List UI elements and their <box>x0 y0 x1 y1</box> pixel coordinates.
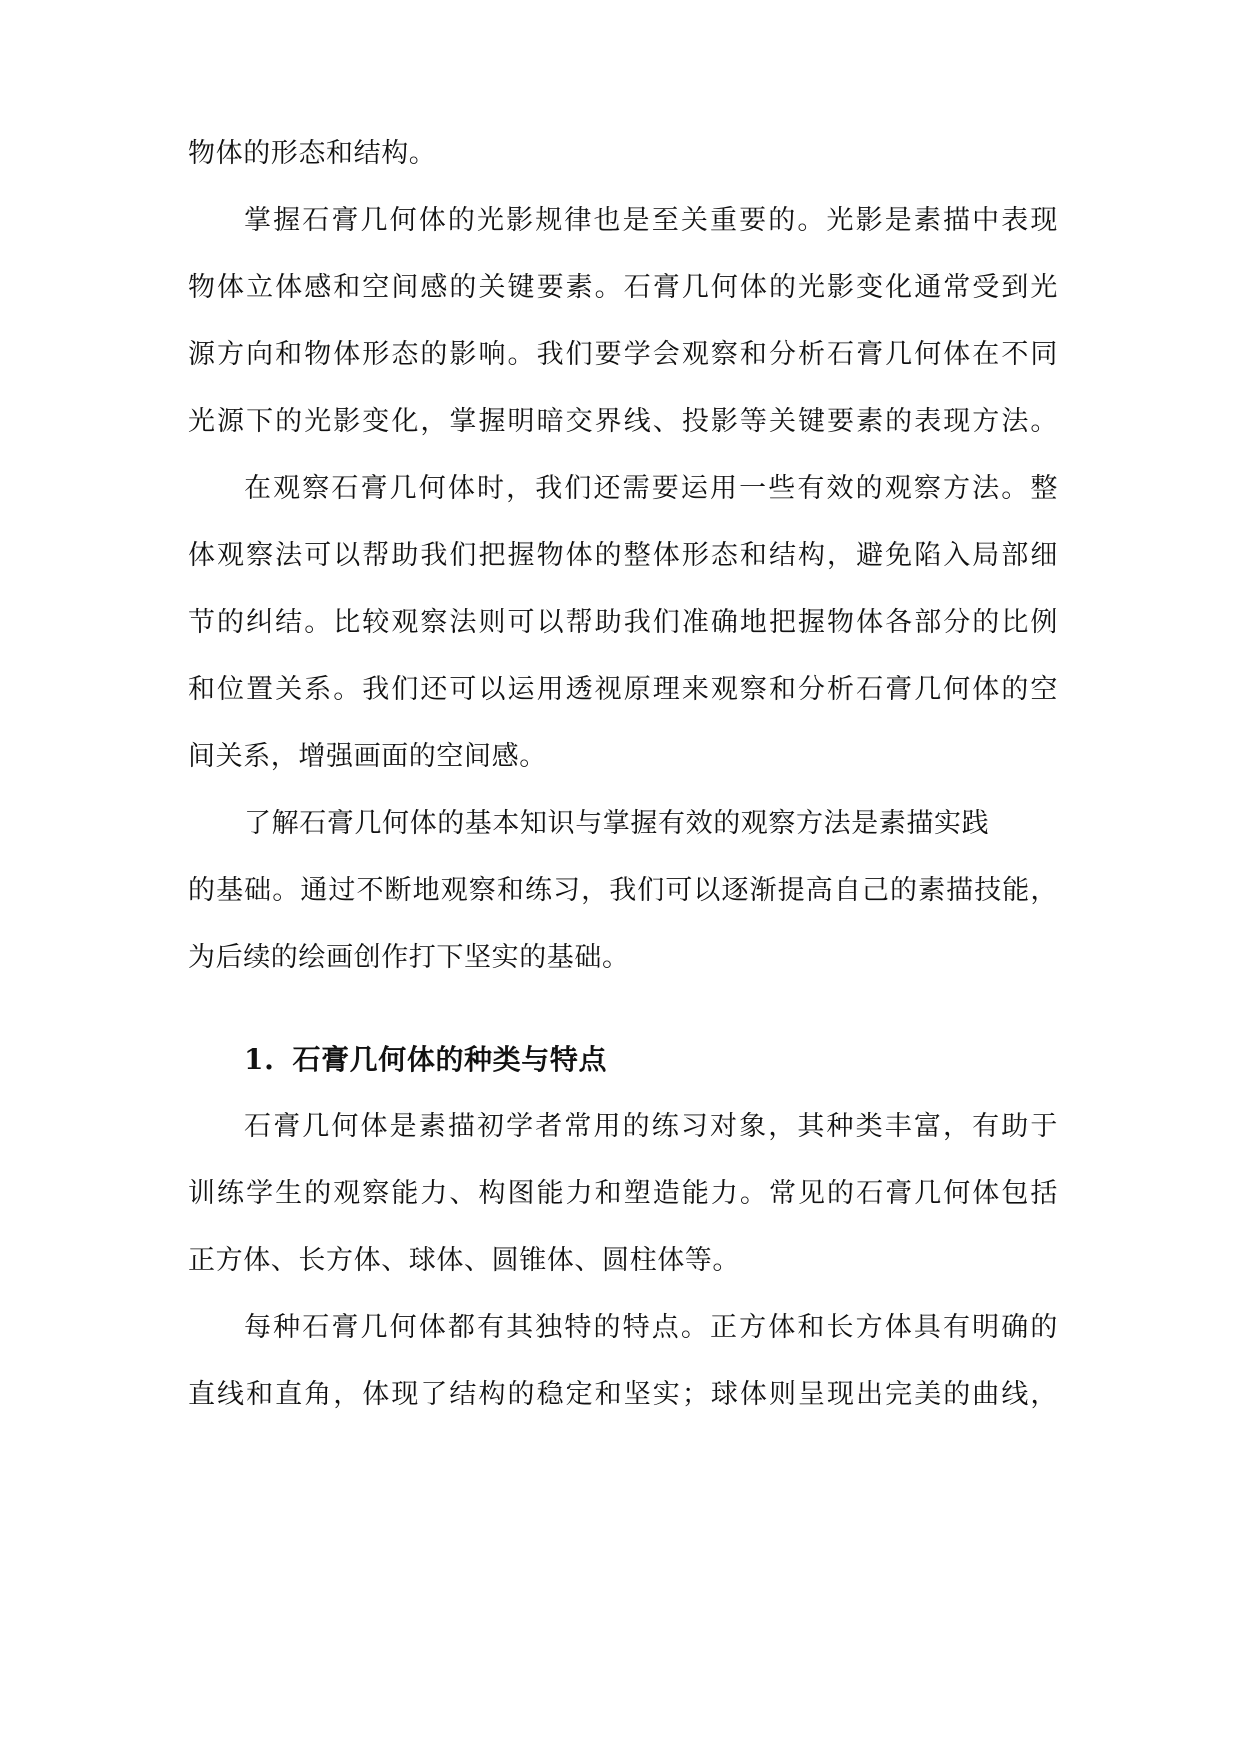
paragraph-line: 为后续的绘画创作打下坚实的基础。 <box>188 942 630 973</box>
paragraph-line: 节的纠结。比较观察法则可以帮助我们准确地把握物体各部分的比例 <box>188 607 1058 638</box>
paragraph-line: 体观察法可以帮助我们把握物体的整体形态和结构，避免陷入局部细 <box>188 540 1058 571</box>
paragraph-line: 和位置关系。我们还可以运用透视原理来观察和分析石膏几何体的空 <box>188 674 1058 705</box>
paragraph-line: 间关系，增强画面的空间感。 <box>188 741 547 772</box>
paragraph-line: 直线和直角，体现了结构的稳定和坚实；球体则呈现出完美的曲线， <box>188 1379 1058 1410</box>
paragraph-line: 训练学生的观察能力、构图能力和塑造能力。常见的石膏几何体包括 <box>188 1178 1058 1209</box>
paragraph-line: 在观察石膏几何体时，我们还需要运用一些有效的观察方法。整 <box>244 473 1058 504</box>
paragraph-line: 每种石膏几何体都有其独特的特点。正方体和长方体具有明确的 <box>244 1312 1058 1343</box>
paragraph-line: 正方体、长方体、球体、圆锥体、圆柱体等。 <box>188 1245 740 1276</box>
paragraph-line: 掌握石膏几何体的光影规律也是至关重要的。光影是素描中表现 <box>244 205 1058 236</box>
section-title: 石膏几何体的种类与特点 <box>292 1043 608 1076</box>
paragraph-line: 了解石膏几何体的基本知识与掌握有效的观察方法是素描实践 <box>244 808 990 839</box>
section-number: 1. <box>244 1043 275 1076</box>
paragraph-line: 源方向和物体形态的影响。我们要学会观察和分析石膏几何体在不同 <box>188 339 1058 370</box>
paragraph-line: 物体立体感和空间感的关键要素。石膏几何体的光影变化通常受到光 <box>188 272 1058 303</box>
section-heading <box>244 1040 1058 1080</box>
paragraph-line: 石膏几何体是素描初学者常用的练习对象，其种类丰富，有助于 <box>244 1111 1058 1142</box>
paragraph-line: 物体的形态和结构。 <box>188 138 437 169</box>
paragraph-line: 的基础。通过不断地观察和练习，我们可以逐渐提高自己的素描技能， <box>188 875 1058 906</box>
paragraph-line: 光源下的光影变化，掌握明暗交界线、投影等关键要素的表现方法。 <box>188 406 1058 437</box>
